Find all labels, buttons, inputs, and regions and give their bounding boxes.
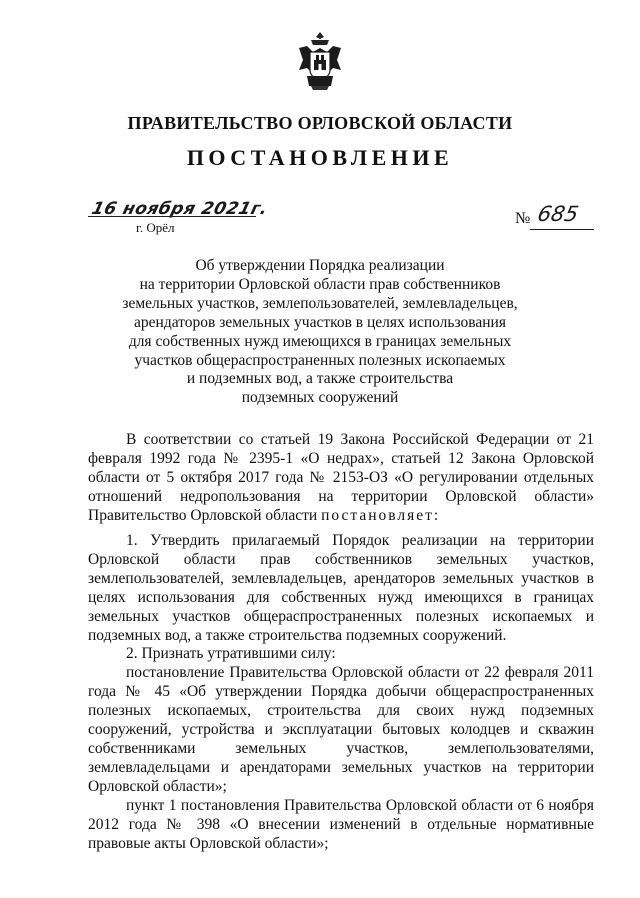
subject-line: для собственных нужд имеющихся в границах земельных — [128, 332, 512, 350]
decree-word: постановляет: — [321, 506, 441, 524]
handwritten-date: 16 ноября 2021г. — [89, 199, 270, 219]
number-underline — [530, 229, 594, 230]
subject-line: участков общераспространенных полезных ископаемых — [134, 351, 506, 369]
subject-line: и подземных вод, а также строительства — [186, 370, 454, 388]
preamble-paragraph — [88, 431, 594, 526]
number-label: № — [515, 210, 531, 227]
subject-line: Об утверждении Порядка реализации — [195, 257, 445, 274]
preamble-text: В соответствии со статьей 19 Закона Российской Федерации от 21 февраля 1992 года № 2395-1 «О недрах», статьей 12 Закона Орловской области от 5 октября 2017 года № 2153-ОЗ «О регулировании отдельных отношений недропользования на территории Орловской области» Правительство Орловской области — [88, 431, 594, 524]
coat-of-arms-icon — [297, 30, 343, 92]
document-subject — [100, 257, 540, 408]
government-title: ПРАВИТЕЛЬСТВО ОРЛОВСКОЙ ОБЛАСТИ — [127, 113, 513, 133]
decree-items — [88, 532, 594, 853]
preamble — [88, 431, 594, 526]
subject-line: на территории Орловской области прав собственников — [139, 275, 501, 293]
decree-item-2: 2. Признать утратившими силу: — [126, 645, 336, 663]
subject-line: арендаторов земельных участков в целях использования — [134, 313, 506, 331]
document-type-title: ПОСТАНОВЛЕНИЕ — [186, 145, 454, 170]
city-label: г. Орёл — [136, 220, 175, 235]
subject-line: земельных участков, землепользователей, землевладельцев, — [122, 294, 518, 312]
repealed-act-1: постановление Правительства Орловской области от 22 февраля 2011 года № 45 «Об утверждении Порядка добычи общераспространенных полезных ископаемых, строительства для своих нужд подземных сооружений, устройства и эксплуатации бытовых колодцев и скважин собственниками земельных участков, землепользователями, землевладельцами и арендаторами земельных участков на территории Орловской области»; — [88, 664, 594, 795]
handwritten-number: 685 — [535, 202, 581, 226]
decree-item-1: 1. Утвердить прилагаемый Порядок реализации на территории Орловской области прав собственников земельных участков, землепользователей, землевладельцев, арендаторов земельных участков в целях использования для собственных нужд имеющихся в границах земельных участков общераспространенных полезных ископаемых и подземных вод, а также строительства подземных сооружений. — [88, 532, 594, 644]
subject-line: подземных сооружений — [241, 389, 399, 407]
repealed-act-2: пункт 1 постановления Правительства Орловской области от 6 ноября 2012 года № 398 «О внесении изменений в отдельные нормативные правовые акты Орловской области»; — [88, 796, 594, 852]
